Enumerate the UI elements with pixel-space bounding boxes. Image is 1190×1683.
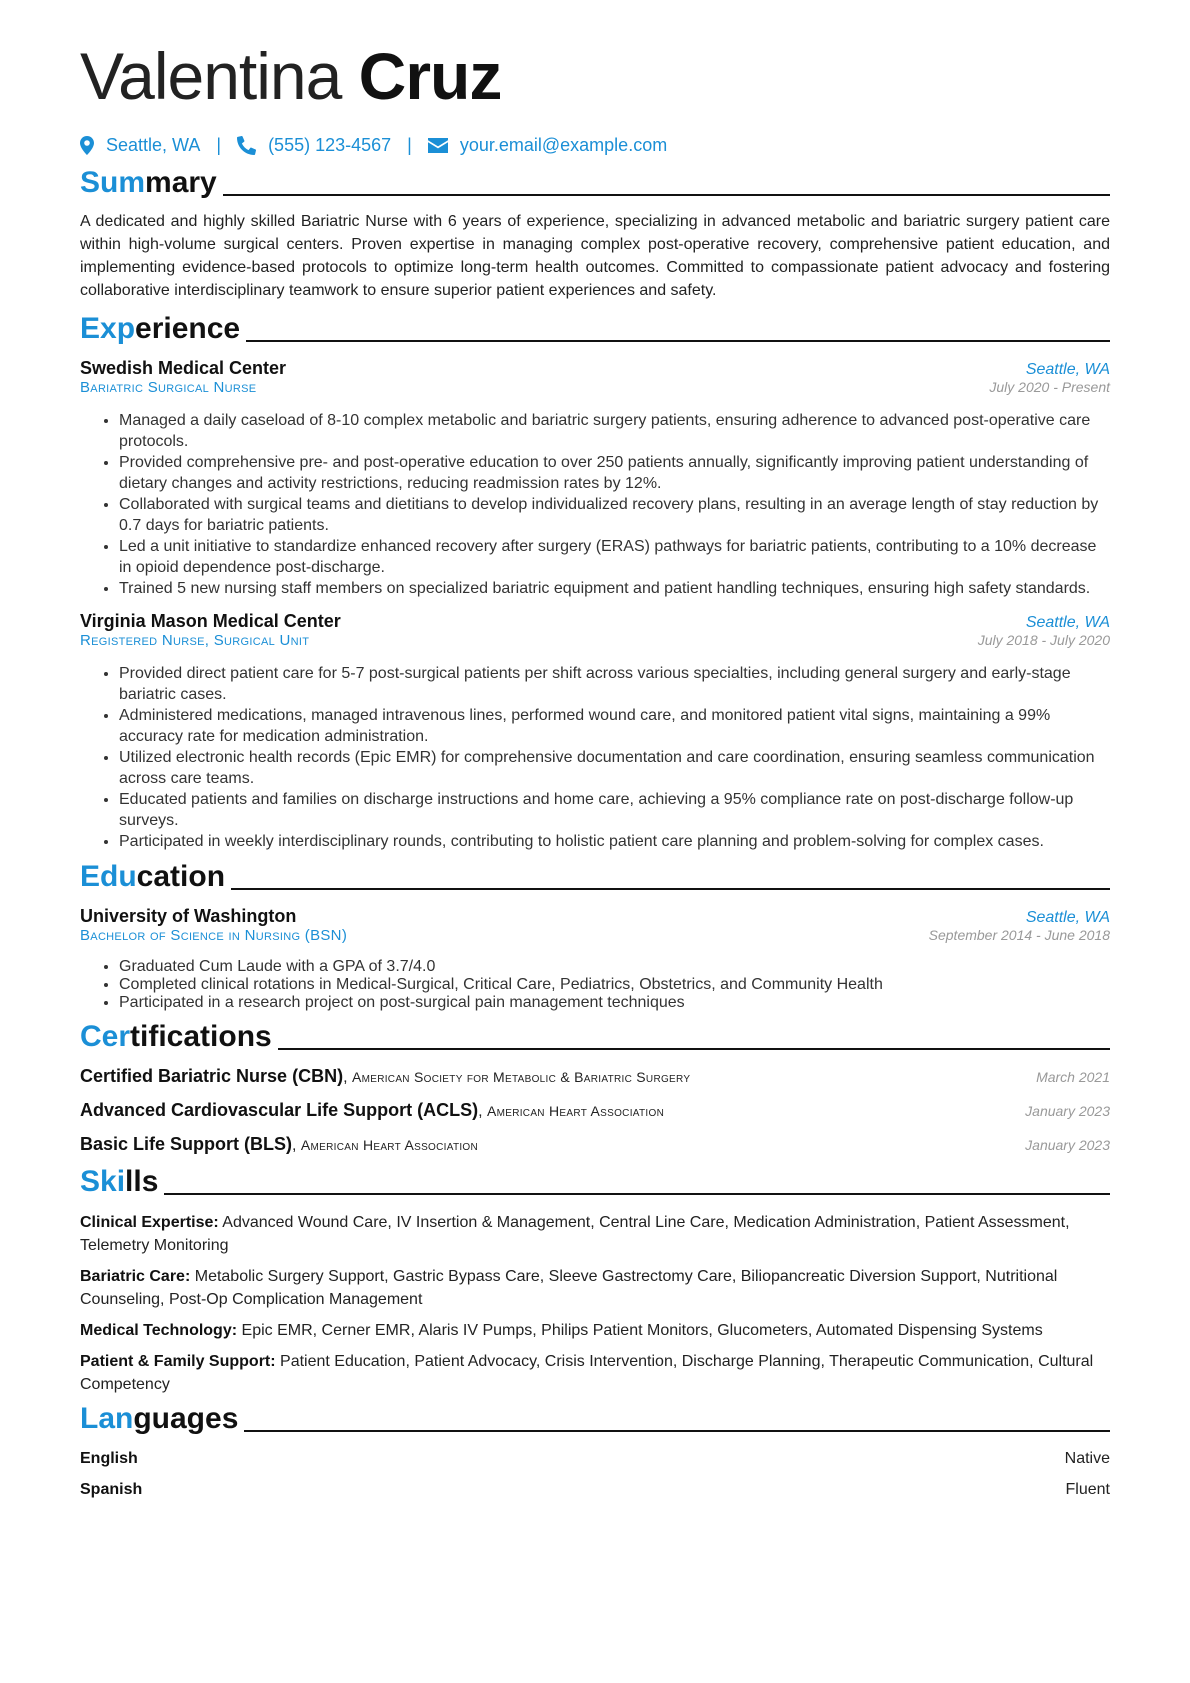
title-rest: mary bbox=[145, 166, 217, 199]
bullet-item: • Utilized electronic health records (Epic EMR) for comprehensive documentation and care coordination, ensuring seamless communication across care teams. bbox=[119, 747, 1110, 789]
certification-item bbox=[80, 1100, 1110, 1127]
job-location: Seattle, WA bbox=[1025, 614, 1110, 631]
entry-bottom-row bbox=[80, 632, 1110, 649]
certification-name: Basic Life Support (BLS) bbox=[80, 1134, 293, 1154]
contact-email[interactable] bbox=[428, 135, 667, 156]
certification-issuer: American Society for Metabolic & Bariatric Surgery bbox=[351, 1069, 691, 1085]
title-highlight: Sum bbox=[80, 166, 146, 199]
language-level: Native bbox=[1064, 1450, 1110, 1467]
degree-title: Bachelor of Science in Nursing (BSN) bbox=[80, 927, 348, 944]
contact-bar bbox=[80, 132, 1110, 158]
section-title bbox=[80, 310, 240, 348]
entry-bottom-row bbox=[80, 379, 1110, 396]
skill-category: Bariatric Care: bbox=[80, 1268, 191, 1285]
certification-item bbox=[80, 1134, 1110, 1161]
skill-group bbox=[80, 1319, 1110, 1342]
job-bullets bbox=[80, 663, 1110, 852]
job-title: Bariatric Surgical Nurse bbox=[80, 379, 257, 396]
section-header bbox=[80, 308, 1110, 348]
bullet-item: • Completed clinical rotations in Medical-Surgical, Critical Care, Pediatrics, Obstetrics, and Community Health bbox=[119, 976, 1110, 994]
skill-category: Clinical Expertise: bbox=[80, 1214, 219, 1231]
phone-icon bbox=[237, 136, 256, 155]
employer-name: Swedish Medical Center bbox=[80, 358, 287, 378]
certification-date: March 2021 bbox=[1036, 1069, 1110, 1085]
envelope-icon bbox=[428, 138, 448, 153]
education-entry bbox=[80, 906, 1110, 1012]
entry-top-row bbox=[80, 611, 1110, 632]
bullet-item: • Provided comprehensive pre- and post-operative education to over 250 patients annually, significantly improving patient understanding of dietary changes and activity restrictions, reducing readmission rates by 12%. bbox=[119, 452, 1110, 494]
certification-name: Advanced Cardiovascular Life Support (ACLS) bbox=[80, 1100, 479, 1120]
language-item bbox=[80, 1450, 1110, 1472]
title-highlight: Exp bbox=[80, 312, 136, 345]
bullet-item: • Participated in weekly interdisciplinary rounds, contributing to holistic patient care planning and problem-solving for complex cases. bbox=[119, 831, 1110, 852]
education-dates: September 2014 - June 2018 bbox=[928, 927, 1110, 943]
certification-name: Certified Bariatric Nurse (CBN) bbox=[80, 1066, 344, 1086]
job-location: Seattle, WA bbox=[1025, 361, 1110, 378]
section-header bbox=[80, 1016, 1110, 1056]
entry-bottom-row bbox=[80, 927, 1110, 944]
candidate-name bbox=[80, 38, 1110, 114]
experience-section bbox=[80, 308, 1110, 852]
section-divider bbox=[246, 340, 1110, 342]
title-highlight: Ski bbox=[80, 1165, 126, 1198]
location-text: Seattle, WA bbox=[106, 134, 201, 155]
title-rest: cation bbox=[136, 860, 226, 893]
skill-category: Patient & Family Support: bbox=[80, 1353, 276, 1370]
title-highlight: Edu bbox=[80, 860, 137, 893]
language-level: Fluent bbox=[1065, 1481, 1110, 1498]
section-divider bbox=[164, 1193, 1110, 1195]
school-location: Seattle, WA bbox=[1025, 909, 1110, 926]
certification-item bbox=[80, 1066, 1110, 1093]
contact-separator: | bbox=[216, 134, 222, 155]
section-divider bbox=[223, 194, 1110, 196]
job-entry bbox=[80, 358, 1110, 599]
languages-section bbox=[80, 1398, 1110, 1503]
section-title bbox=[80, 1163, 158, 1201]
contact-separator: | bbox=[407, 134, 412, 155]
title-rest: tifications bbox=[130, 1020, 272, 1053]
entry-top-row bbox=[80, 358, 1110, 379]
entry-top-row bbox=[80, 906, 1110, 927]
job-dates: July 2018 - July 2020 bbox=[977, 632, 1110, 648]
bullet-item: • Trained 5 new nursing staff members on specialized bariatric equipment and patient handling techniques, ensuring high safety standards. bbox=[119, 578, 1110, 599]
section-title bbox=[80, 164, 217, 202]
first-name: Valentina bbox=[80, 39, 342, 113]
summary-section bbox=[80, 162, 1110, 302]
summary-text: A dedicated and highly skilled Bariatric Nurse with 6 years of experience, specializing in advanced metabolic and bariatric surgery patient care within high-volume surgical centers. Proven expertise in managing complex post-operative recovery, comprehensive patient education, and implementing evidence-based protocols to optimize long-term health outcomes. Committed to compassionate patient advocacy and fostering collaborative interdisciplinary teamwork to ensure superior patient experiences and safety. bbox=[80, 213, 1110, 299]
section-divider bbox=[231, 888, 1110, 890]
last-name: Cruz bbox=[358, 39, 502, 113]
section-divider bbox=[244, 1430, 1110, 1432]
section-divider bbox=[278, 1048, 1110, 1050]
map-pin-icon bbox=[80, 136, 94, 155]
skill-list: Metabolic Surgery Support, Gastric Bypass Care, Sleeve Gastrectomy Care, Biliopancreatic Diversion Support, Nutritional Counseling, Post-Op Complication Management bbox=[80, 1268, 1058, 1308]
skill-group bbox=[80, 1211, 1110, 1257]
certification-info: Advanced Cardiovascular Life Support (ACLS), American Heart Association bbox=[80, 1100, 665, 1120]
title-rest: erience bbox=[135, 312, 241, 345]
skill-group bbox=[80, 1265, 1110, 1311]
job-dates: July 2020 - Present bbox=[989, 379, 1110, 395]
bullet-item: • Educated patients and families on discharge instructions and home care, achieving a 95% compliance rate on post-discharge follow-up surveys. bbox=[119, 789, 1110, 831]
section-header bbox=[80, 1398, 1110, 1438]
bullet-item: • Administered medications, managed intravenous lines, performed wound care, and monitored patient vital signs, maintaining a 99% accuracy rate for medication administration. bbox=[119, 705, 1110, 747]
certifications-section bbox=[80, 1016, 1110, 1161]
bullet-item: • Graduated Cum Laude with a GPA of 3.7/4.0 bbox=[119, 958, 1110, 976]
skill-list: Epic EMR, Cerner EMR, Alaris IV Pumps, Philips Patient Monitors, Glucometers, Automated Dispensing Systems bbox=[241, 1322, 1043, 1339]
bullet-item: • Collaborated with surgical teams and dietitians to develop individualized recovery plans, resulting in an average length of stay reduction by 0.7 days for bariatric patients. bbox=[119, 494, 1110, 536]
certification-info: Basic Life Support (BLS), American Heart Association bbox=[80, 1134, 479, 1154]
education-bullets bbox=[80, 958, 1110, 1012]
skill-group bbox=[80, 1350, 1110, 1396]
language-name: Spanish bbox=[80, 1481, 143, 1498]
certification-issuer: American Heart Association bbox=[300, 1137, 479, 1153]
title-rest: guages bbox=[133, 1402, 239, 1435]
job-bullets bbox=[80, 410, 1110, 599]
job-title: Registered Nurse, Surgical Unit bbox=[80, 632, 310, 649]
bullet-item: • Led a unit initiative to standardize enhanced recovery after surgery (ERAS) pathways for bariatric patients, contributing to a 10% decrease in opioid dependence post-discharge. bbox=[119, 536, 1110, 578]
section-title bbox=[80, 1018, 272, 1056]
skills-section bbox=[80, 1161, 1110, 1396]
title-highlight: Cer bbox=[80, 1020, 131, 1053]
job-entry bbox=[80, 611, 1110, 852]
certification-issuer: American Heart Association bbox=[486, 1103, 665, 1119]
bullet-item: • Managed a daily caseload of 8-10 complex metabolic and bariatric surgery patients, ensuring adherence to advanced post-operative care protocols. bbox=[119, 410, 1110, 452]
language-name: English bbox=[80, 1450, 138, 1467]
section-title bbox=[80, 858, 225, 896]
employer-name: Virginia Mason Medical Center bbox=[80, 611, 341, 631]
school-name: University of Washington bbox=[80, 906, 297, 926]
certification-date: January 2023 bbox=[1025, 1103, 1110, 1119]
section-header bbox=[80, 856, 1110, 896]
bullet-item: • Provided direct patient care for 5-7 post-surgical patients per shift across various specialties, including general surgery and early-stage bariatric cases. bbox=[119, 663, 1110, 705]
email-link[interactable]: your.email@example.com bbox=[459, 134, 668, 155]
certification-info: Certified Bariatric Nurse (CBN), American Society for Metabolic & Bariatric Surgery bbox=[80, 1066, 691, 1086]
education-section bbox=[80, 856, 1110, 1012]
skill-category: Medical Technology: bbox=[80, 1322, 238, 1339]
bullet-item: • Participated in a research project on post-surgical pain management techniques bbox=[119, 994, 1110, 1012]
title-rest: lls bbox=[125, 1165, 159, 1198]
skill-list: Patient Education, Patient Advocacy, Crisis Intervention, Discharge Planning, Therapeutic Communication, Cultural Competency bbox=[80, 1353, 1094, 1393]
section-header bbox=[80, 162, 1110, 202]
contact-location bbox=[80, 135, 200, 156]
skill-list: Advanced Wound Care, IV Insertion & Management, Central Line Care, Medication Administration, Patient Assessment, Telemetry Monitoring bbox=[80, 1214, 1070, 1254]
language-item bbox=[80, 1481, 1110, 1503]
section-header bbox=[80, 1161, 1110, 1201]
title-highlight: Lan bbox=[80, 1402, 134, 1435]
phone-text: (555) 123-4567 bbox=[268, 134, 392, 155]
contact-phone[interactable] bbox=[237, 135, 391, 156]
section-title bbox=[80, 1400, 238, 1438]
certification-date: January 2023 bbox=[1025, 1137, 1110, 1153]
